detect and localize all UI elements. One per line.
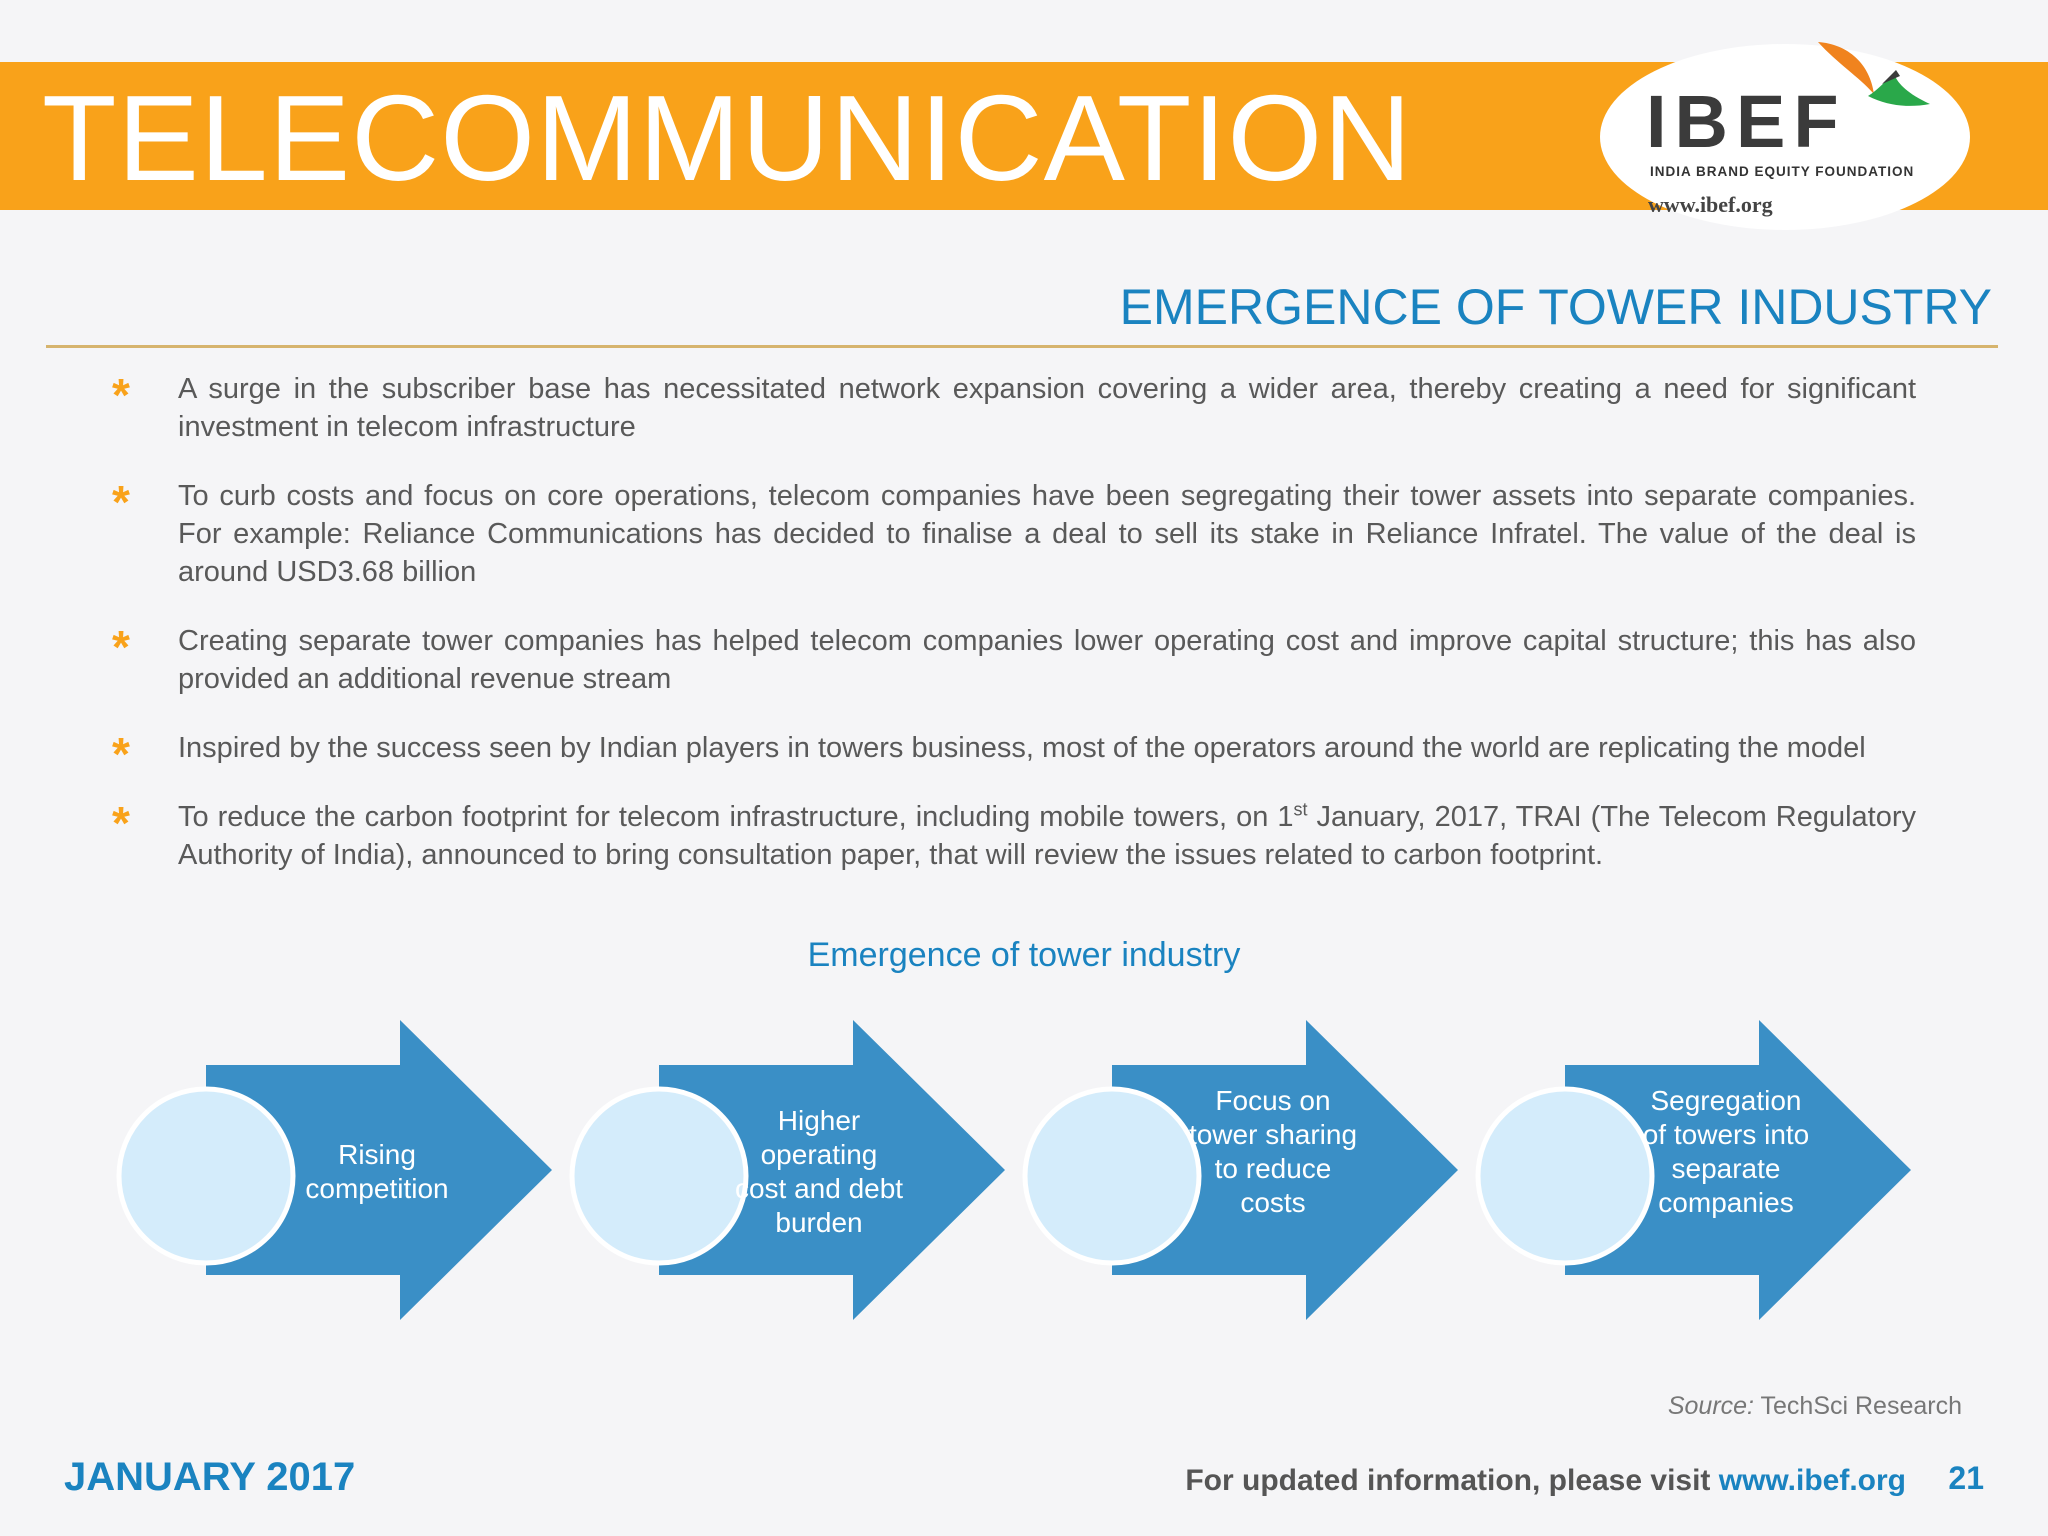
bullet-text: A surge in the subscriber base has necessitated network expansion covering a wider area, thereby creating a need for significant investment in telecom infrastructure [178, 373, 1916, 443]
bullet-text: Inspired by the success seen by Indian players in towers business, most of the operators around the world are replicating the model [178, 732, 1866, 764]
diagram-title: Emergence of tower industry [807, 936, 1241, 974]
bullet-text [178, 801, 1916, 871]
section-title: EMERGENCE OF TOWER INDUSTRY [1119, 279, 1992, 335]
asterisk-bullet-icon: * [112, 797, 130, 849]
process-step-label: Focus on tower sharing to reduce costs [1188, 1085, 1358, 1218]
bullet-item [112, 477, 1916, 591]
footer-url-link[interactable]: www.ibef.org [1718, 1464, 1906, 1497]
asterisk-bullet-icon: * [112, 621, 130, 673]
logo-url[interactable]: www.ibef.org [1648, 192, 1773, 217]
asterisk-bullet-icon: * [112, 476, 130, 528]
process-step-label: Higher operating cost and debt burden [734, 1105, 904, 1238]
bullet-text: To curb costs and focus on core operations, telecom companies have been segregating their tower assets into separate companies. For example: Reliance Communications has decided to finalise a deal to sell its stake in Reliance Infratel. The value of the deal is around USD3.68 billion [178, 480, 1916, 588]
source-value: TechSci Research [1754, 1392, 1962, 1420]
logo-wordmark: IBEF [1646, 80, 1847, 163]
footer-visit-text: For updated information, please visit [1185, 1464, 1719, 1497]
source-prefix: Source: [1667, 1392, 1755, 1420]
process-step-label: Rising competition [305, 1139, 449, 1204]
logo-subtitle: INDIA BRAND EQUITY FOUNDATION [1650, 164, 1915, 179]
bullet-text: Creating separate tower companies has helped telecom companies lower operating cost and improve capital structure; this has also provided an additional revenue stream [178, 625, 1916, 695]
bullet-item [112, 728, 1916, 780]
source-note [1668, 1392, 1962, 1421]
bullet-item [112, 798, 1916, 874]
process-step-label: Segregation of towers into separate companies [1642, 1085, 1810, 1218]
bullet-item [112, 370, 1916, 446]
bullet-list [112, 370, 1916, 905]
bullet-item [112, 622, 1916, 698]
asterisk-bullet-icon: * [112, 728, 130, 780]
footer-date: JANUARY 2017 [64, 1455, 356, 1499]
page-title: TELECOMMUNICATION [42, 70, 1413, 206]
bullet-text-part: To reduce the carbon footprint for telecom infrastructure, including mobile towers, on 1 [178, 801, 1294, 833]
page-number: 21 [1948, 1460, 1984, 1496]
asterisk-bullet-icon: * [112, 369, 130, 421]
bullet-text-part: January, 2017, TRAI (The Telecom Regulatory Authority of India), announced to bring consultation paper, that will review the issues related to carbon footprint. [178, 801, 1917, 871]
bullet-superscript: st [1293, 799, 1308, 820]
section-divider [46, 345, 1998, 348]
footer-visit [1185, 1464, 1906, 1498]
process-flow [0, 1010, 2048, 1330]
